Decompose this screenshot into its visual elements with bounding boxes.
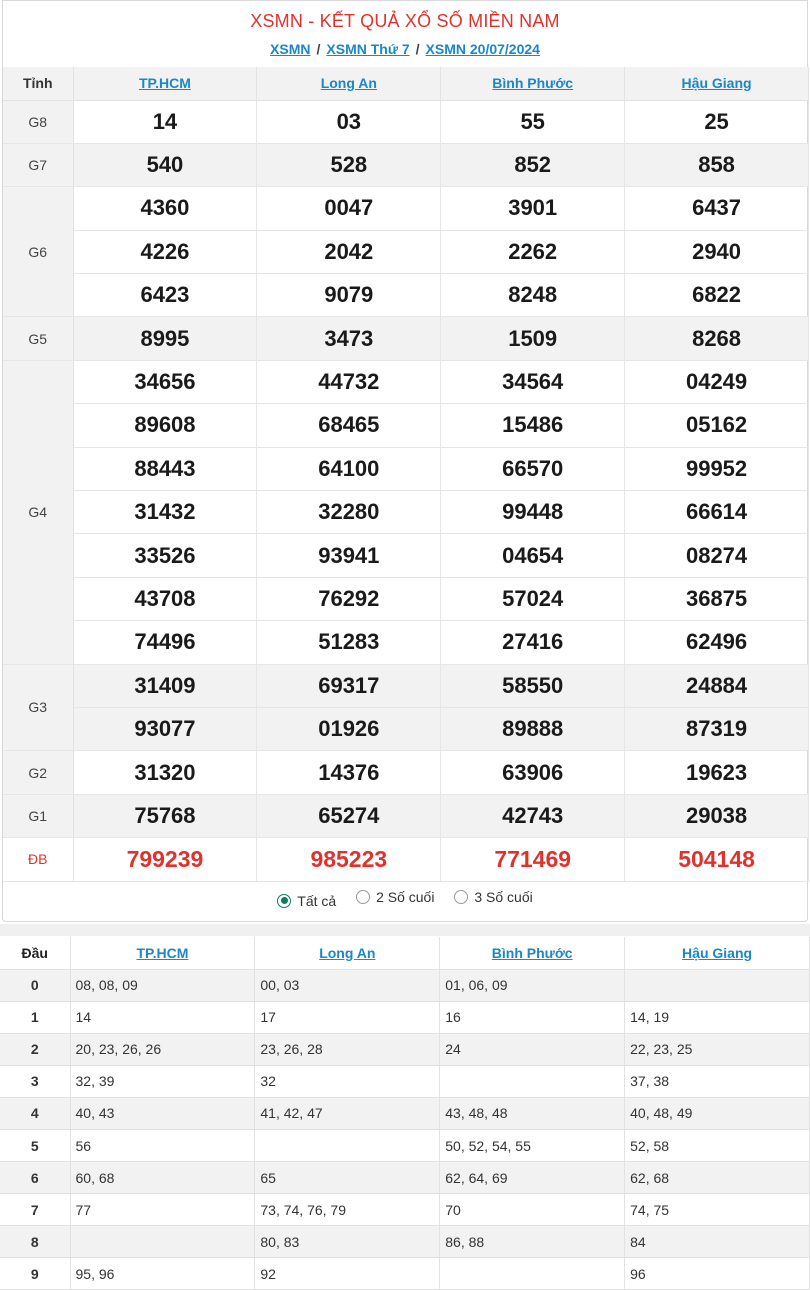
dau-cell: 62, 68 [625, 1162, 810, 1194]
results-table [3, 67, 809, 882]
prize-label: G6 [3, 187, 73, 317]
dau-digit: 2 [0, 1033, 70, 1065]
dau-digit: 3 [0, 1065, 70, 1097]
dau-row [0, 1001, 810, 1033]
prize-number: 4360 [73, 187, 257, 230]
dau-cell: 86, 88 [440, 1226, 625, 1258]
prize-number: 99952 [625, 447, 809, 490]
filter-option-label: Tất cả [297, 892, 337, 909]
prize-row [3, 143, 809, 186]
prize-number: 03 [257, 100, 441, 143]
prize-number: 01926 [257, 707, 441, 750]
prize-number: 63906 [441, 751, 625, 794]
dau-cell: 20, 23, 26, 26 [70, 1033, 255, 1065]
dau-digit: 8 [0, 1226, 70, 1258]
prize-number: 05162 [625, 404, 809, 447]
dau-cell: 70 [440, 1194, 625, 1226]
prize-number: 93077 [73, 707, 257, 750]
prize-number: 2940 [625, 230, 809, 273]
dau-cell: 01, 06, 09 [440, 969, 625, 1001]
prize-number: 04249 [625, 360, 809, 403]
dau-digit: 5 [0, 1129, 70, 1161]
radio-icon[interactable] [356, 890, 370, 904]
dau-row [0, 1226, 810, 1258]
dau-cell [440, 1065, 625, 1097]
dau-province-header [255, 937, 440, 969]
dau-cell [625, 969, 810, 1001]
province-header [73, 67, 257, 100]
prize-number: 88443 [73, 447, 257, 490]
prize-row [3, 404, 809, 447]
dau-cell: 73, 74, 76, 79 [255, 1194, 440, 1226]
dau-cell: 74, 75 [625, 1194, 810, 1226]
filter-option-all[interactable] [277, 893, 336, 909]
prize-number: 2042 [257, 230, 441, 273]
prize-number: 8995 [73, 317, 257, 360]
prize-number: 27416 [441, 621, 625, 664]
dau-row [0, 1065, 810, 1097]
prize-number: 64100 [257, 447, 441, 490]
prize-number: 08274 [625, 534, 809, 577]
prize-row [3, 230, 809, 273]
prize-row [3, 838, 809, 881]
breadcrumb [3, 41, 807, 57]
prize-number: 24884 [625, 664, 809, 707]
dau-digit: 1 [0, 1001, 70, 1033]
prize-number: 6437 [625, 187, 809, 230]
prize-row [3, 187, 809, 230]
province-header [625, 67, 809, 100]
page-title: XSMN - KẾT QUẢ XỔ SỐ MIỀN NAM [250, 11, 560, 31]
radio-icon[interactable] [454, 890, 468, 904]
prize-number: 540 [73, 143, 257, 186]
prize-label: G4 [3, 360, 73, 664]
prize-number: 55 [441, 100, 625, 143]
prize-number: 4226 [73, 230, 257, 273]
dau-digit: 9 [0, 1258, 70, 1290]
prize-row [3, 707, 809, 750]
prize-number: 69317 [257, 664, 441, 707]
prize-number: 31320 [73, 751, 257, 794]
dau-cell: 14, 19 [625, 1001, 810, 1033]
dau-cell: 80, 83 [255, 1226, 440, 1258]
dau-row [0, 1258, 810, 1290]
dau-cell: 16 [440, 1001, 625, 1033]
prize-number: 3901 [441, 187, 625, 230]
prize-number: 87319 [625, 707, 809, 750]
prize-label: G7 [3, 143, 73, 186]
prize-number: 14 [73, 100, 257, 143]
prize-row [3, 534, 809, 577]
filter-option-last-2[interactable] [356, 889, 434, 905]
prize-number: 528 [257, 143, 441, 186]
prize-number: 858 [625, 143, 809, 186]
prize-number: 3473 [257, 317, 441, 360]
dau-province-link-long-an[interactable]: Long An [319, 944, 376, 961]
prize-row [3, 100, 809, 143]
dau-province-link-tphcm[interactable]: TP.HCM [136, 944, 189, 961]
dau-cell: 62, 64, 69 [440, 1162, 625, 1194]
prize-number: 985223 [257, 838, 441, 881]
prize-label: ĐB [3, 838, 73, 881]
dau-cell: 22, 23, 25 [625, 1033, 810, 1065]
province-link-hau-giang[interactable]: Hậu Giang [681, 75, 752, 92]
dau-cell: 32 [255, 1065, 440, 1097]
filter-option-label: 3 Số cuối [474, 889, 533, 905]
prize-number: 799239 [73, 838, 257, 881]
prize-label: G5 [3, 317, 73, 360]
prize-number: 43708 [73, 577, 257, 620]
prize-number: 66570 [441, 447, 625, 490]
prize-number: 34656 [73, 360, 257, 403]
prize-number: 771469 [441, 838, 625, 881]
prize-row [3, 491, 809, 534]
prize-number: 74496 [73, 621, 257, 664]
prize-number: 99448 [441, 491, 625, 534]
province-column-label: Tỉnh [3, 67, 73, 100]
dau-cell: 56 [70, 1129, 255, 1161]
prize-number: 14376 [257, 751, 441, 794]
dau-cell: 96 [625, 1258, 810, 1290]
prize-row [3, 751, 809, 794]
dau-cell: 23, 26, 28 [255, 1033, 440, 1065]
dau-row [0, 1033, 810, 1065]
prize-row [3, 317, 809, 360]
prize-number: 19623 [625, 751, 809, 794]
digit-filter [3, 889, 807, 909]
province-link-long-an[interactable]: Long An [320, 75, 377, 92]
dau-row [0, 1194, 810, 1226]
prize-number: 51283 [257, 621, 441, 664]
prize-number: 04654 [441, 534, 625, 577]
prize-number: 58550 [441, 664, 625, 707]
prize-label: G1 [3, 794, 73, 837]
dau-cell: 52, 58 [625, 1129, 810, 1161]
dau-cell: 92 [255, 1258, 440, 1290]
dau-header-row [0, 937, 810, 969]
prize-number: 44732 [257, 360, 441, 403]
prize-number: 9079 [257, 274, 441, 317]
dau-row [0, 1129, 810, 1161]
dau-province-header [440, 937, 625, 969]
prize-number: 15486 [441, 404, 625, 447]
province-header [441, 67, 625, 100]
dau-digit: 4 [0, 1097, 70, 1129]
prize-number: 34564 [441, 360, 625, 403]
prize-number: 36875 [625, 577, 809, 620]
breadcrumb-separator: / [316, 41, 321, 57]
prize-number: 25 [625, 100, 809, 143]
prize-number: 32280 [257, 491, 441, 534]
prize-row [3, 447, 809, 490]
prize-number: 57024 [441, 577, 625, 620]
dau-cell [70, 1226, 255, 1258]
breadcrumb-link-xsmn[interactable]: XSMN [270, 41, 311, 57]
dau-cell: 37, 38 [625, 1065, 810, 1097]
results-header-row [3, 67, 809, 100]
prize-number: 93941 [257, 534, 441, 577]
prize-number: 31432 [73, 491, 257, 534]
prize-number: 8268 [625, 317, 809, 360]
province-header [257, 67, 441, 100]
dau-row [0, 1097, 810, 1129]
prize-number: 504148 [625, 838, 809, 881]
dau-column-label: Đầu [0, 937, 70, 969]
prize-number: 89608 [73, 404, 257, 447]
prize-number: 852 [441, 143, 625, 186]
prize-number: 89888 [441, 707, 625, 750]
dau-cell: 50, 52, 54, 55 [440, 1129, 625, 1161]
prize-number: 2262 [441, 230, 625, 273]
prize-number: 68465 [257, 404, 441, 447]
prize-row [3, 274, 809, 317]
prize-number: 62496 [625, 621, 809, 664]
prize-label: G3 [3, 664, 73, 751]
dau-body [0, 969, 810, 1290]
prize-number: 33526 [73, 534, 257, 577]
prize-row [3, 621, 809, 664]
dau-cell: 40, 43 [70, 1097, 255, 1129]
dau-cell: 65 [255, 1162, 440, 1194]
filter-option-label: 2 Số cuối [376, 889, 435, 905]
prize-number: 6423 [73, 274, 257, 317]
breadcrumb-link-weekday[interactable]: XSMN Thứ 7 [326, 41, 410, 57]
prize-number: 31409 [73, 664, 257, 707]
dau-cell: 32, 39 [70, 1065, 255, 1097]
prize-row [3, 360, 809, 403]
dau-row [0, 969, 810, 1001]
dau-row [0, 1162, 810, 1194]
section-divider [0, 924, 810, 936]
dau-cell: 84 [625, 1226, 810, 1258]
dau-digit: 0 [0, 969, 70, 1001]
prize-number: 42743 [441, 794, 625, 837]
dau-cell: 60, 68 [70, 1162, 255, 1194]
prize-number: 0047 [257, 187, 441, 230]
dau-cell: 40, 48, 49 [625, 1097, 810, 1129]
dau-cell: 95, 96 [70, 1258, 255, 1290]
dau-province-link-hau-giang[interactable]: Hậu Giang [682, 944, 753, 961]
dau-province-header [70, 937, 255, 969]
dau-cell: 00, 03 [255, 969, 440, 1001]
prize-number: 29038 [625, 794, 809, 837]
breadcrumb-link-date[interactable]: XSMN 20/07/2024 [425, 41, 540, 57]
prize-row [3, 664, 809, 707]
prize-number: 75768 [73, 794, 257, 837]
dau-cell: 14 [70, 1001, 255, 1033]
prize-label: G2 [3, 751, 73, 794]
radio-selected-icon[interactable] [277, 894, 291, 908]
province-link-binh-phuoc[interactable]: Bình Phước [492, 75, 574, 92]
prize-number: 65274 [257, 794, 441, 837]
prize-number: 8248 [441, 274, 625, 317]
dau-province-link-binh-phuoc[interactable]: Bình Phước [491, 944, 573, 961]
prize-number: 76292 [257, 577, 441, 620]
dau-cell: 17 [255, 1001, 440, 1033]
prize-row [3, 577, 809, 620]
results-body [3, 100, 809, 881]
dau-cell: 24 [440, 1033, 625, 1065]
prize-label: G8 [3, 100, 73, 143]
breadcrumb-separator: / [415, 41, 420, 57]
dau-digit: 6 [0, 1162, 70, 1194]
province-link-tphcm[interactable]: TP.HCM [139, 75, 191, 92]
prize-number: 6822 [625, 274, 809, 317]
dau-cell: 41, 42, 47 [255, 1097, 440, 1129]
dau-cell: 77 [70, 1194, 255, 1226]
dau-cell [440, 1258, 625, 1290]
dau-cell: 43, 48, 48 [440, 1097, 625, 1129]
dau-table [0, 937, 810, 1290]
prize-number: 1509 [441, 317, 625, 360]
filter-option-last-3[interactable] [454, 889, 532, 905]
dau-province-header [625, 937, 810, 969]
prize-row [3, 794, 809, 837]
dau-cell: 08, 08, 09 [70, 969, 255, 1001]
dau-digit: 7 [0, 1194, 70, 1226]
results-card [2, 0, 808, 922]
dau-cell [255, 1129, 440, 1161]
prize-number: 66614 [625, 491, 809, 534]
